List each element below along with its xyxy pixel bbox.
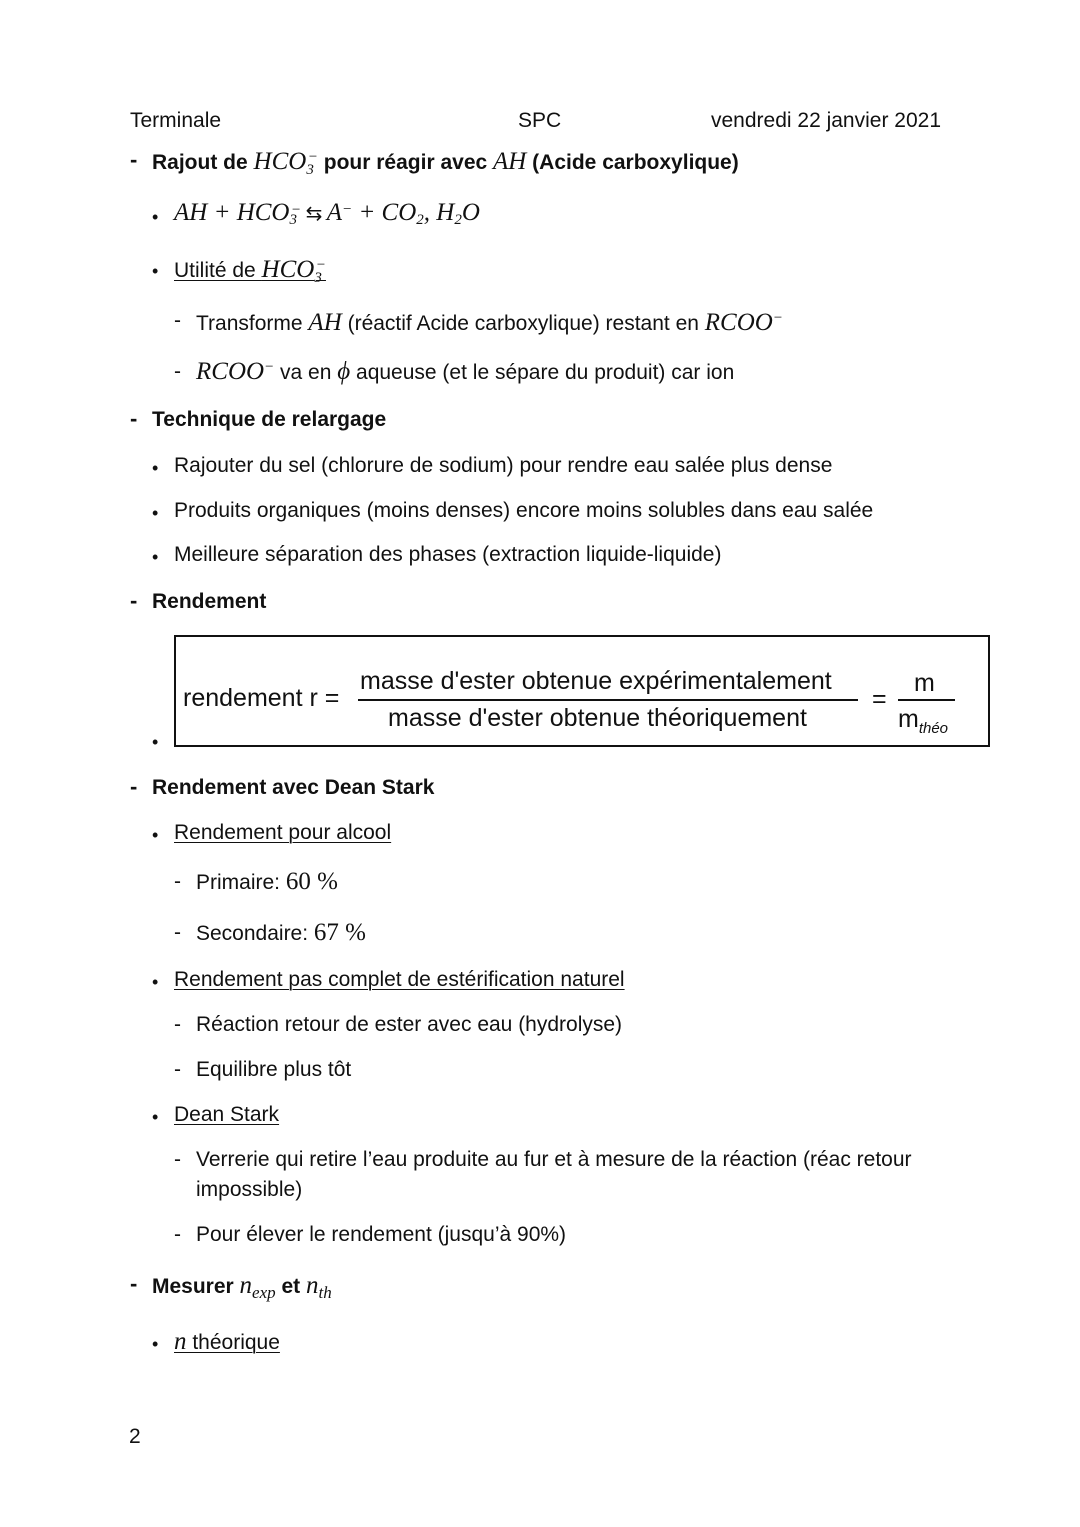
formula-m-numerator: m bbox=[914, 669, 935, 697]
bullet-icon: • bbox=[152, 547, 159, 567]
item-secondaire: Secondaire: 67 % bbox=[196, 919, 366, 946]
bullet-icon: • bbox=[152, 458, 159, 478]
sub-dash: - bbox=[174, 1148, 181, 1171]
bullet-icon: • bbox=[152, 1107, 159, 1127]
bullet-sel: Rajouter du sel (chlorure de sodium) pour rendre eau salée plus dense bbox=[174, 454, 833, 477]
item-verrerie-line2: impossible) bbox=[196, 1178, 303, 1201]
section-title-mesurer: Mesurer $n_{exp}$ et $n_{th}$ bbox=[152, 1272, 332, 1303]
section-dash: - bbox=[130, 406, 138, 431]
header-right: vendredi 22 janvier 2021 bbox=[711, 109, 941, 132]
bullet-rendement-alcool: Rendement pour alcool bbox=[174, 821, 392, 844]
section-title-relargage: Technique de relargage bbox=[152, 408, 387, 431]
formula-numerator: masse d'ester obtenue expérimentalement bbox=[360, 667, 832, 695]
sub-dash: - bbox=[174, 870, 181, 893]
section-title-rendement: Rendement bbox=[152, 590, 267, 613]
item-verrerie-line1: Verrerie qui retire l’eau produite au fur et à mesure de la réaction (réac retour bbox=[196, 1148, 912, 1171]
fraction-bar bbox=[358, 699, 858, 701]
sub-dash: - bbox=[174, 1013, 181, 1036]
item-reaction-retour: Réaction retour de ester avec eau (hydrolyse) bbox=[196, 1013, 623, 1036]
bullet-n-theorique: n théorique bbox=[174, 1328, 280, 1355]
sub-dash: - bbox=[174, 1223, 181, 1246]
bullet-separation: Meilleure séparation des phases (extraction liquide-liquide) bbox=[174, 543, 722, 566]
sub-dash: - bbox=[174, 360, 181, 383]
formula-equals: = bbox=[872, 685, 887, 713]
section-title-hco3: Rajout de $HCO_3^-$ pour réagir avec AH (Acide carboxylique) bbox=[152, 148, 739, 179]
equilibrium-arrow-icon: ⇆ bbox=[305, 203, 323, 225]
sub-dash: - bbox=[174, 309, 181, 332]
bullet-rendement-pas-complet: Rendement pas complet de estérification naturel bbox=[174, 968, 625, 991]
sub-dash: - bbox=[174, 1058, 181, 1081]
bullet-icon: • bbox=[152, 972, 159, 992]
item-equilibre: Equilibre plus tôt bbox=[196, 1058, 352, 1081]
bullet-icon: • bbox=[152, 732, 159, 752]
header-left: Terminale bbox=[130, 109, 222, 132]
bullet-icon: • bbox=[152, 1334, 159, 1354]
sub-dash: - bbox=[174, 921, 181, 944]
bullet-icon: • bbox=[152, 261, 159, 281]
reaction-equation: AH + $HCO_3^-$ ⇆ $A^- + CO_2$, $H_2O$ bbox=[174, 199, 480, 229]
phi-symbol: ϕ bbox=[337, 358, 351, 385]
item-transforme: Transforme AH (réactif Acide carboxylique) restant en RCOO− bbox=[196, 309, 783, 336]
bullet-icon: • bbox=[152, 207, 159, 227]
bullet-icon: • bbox=[152, 503, 159, 523]
formula-lhs: rendement r = bbox=[183, 684, 340, 712]
fraction-bar-small bbox=[898, 699, 955, 701]
section-dash: - bbox=[130, 774, 138, 799]
section-dash: - bbox=[130, 1271, 138, 1296]
bullet-utilite-hco3: Utilité de $HCO_3^-$ bbox=[174, 256, 326, 287]
item-rcoo-aqueuse: RCOO− va en ϕ aqueuse (et le sépare du produit) car ion bbox=[196, 358, 735, 385]
formula-denominator: masse d'ester obtenue théoriquement bbox=[388, 704, 807, 732]
section-title-dean-stark: Rendement avec Dean Stark bbox=[152, 776, 435, 799]
bullet-dean-stark: Dean Stark bbox=[174, 1103, 280, 1126]
item-elever-rendement: Pour élever le rendement (jusqu’à 90%) bbox=[196, 1223, 567, 1246]
bullet-icon: • bbox=[152, 825, 159, 845]
section-dash: - bbox=[130, 588, 138, 613]
bullet-produits-organiques: Produits organiques (moins denses) encore moins solubles dans eau salée bbox=[174, 499, 874, 522]
section-dash: - bbox=[130, 147, 138, 172]
page-number: 2 bbox=[129, 1425, 141, 1448]
item-primaire: Primaire: 60 % bbox=[196, 868, 338, 895]
header-center: SPC bbox=[518, 109, 562, 132]
formula-m-denominator: $m_{théo}$ bbox=[898, 705, 949, 737]
